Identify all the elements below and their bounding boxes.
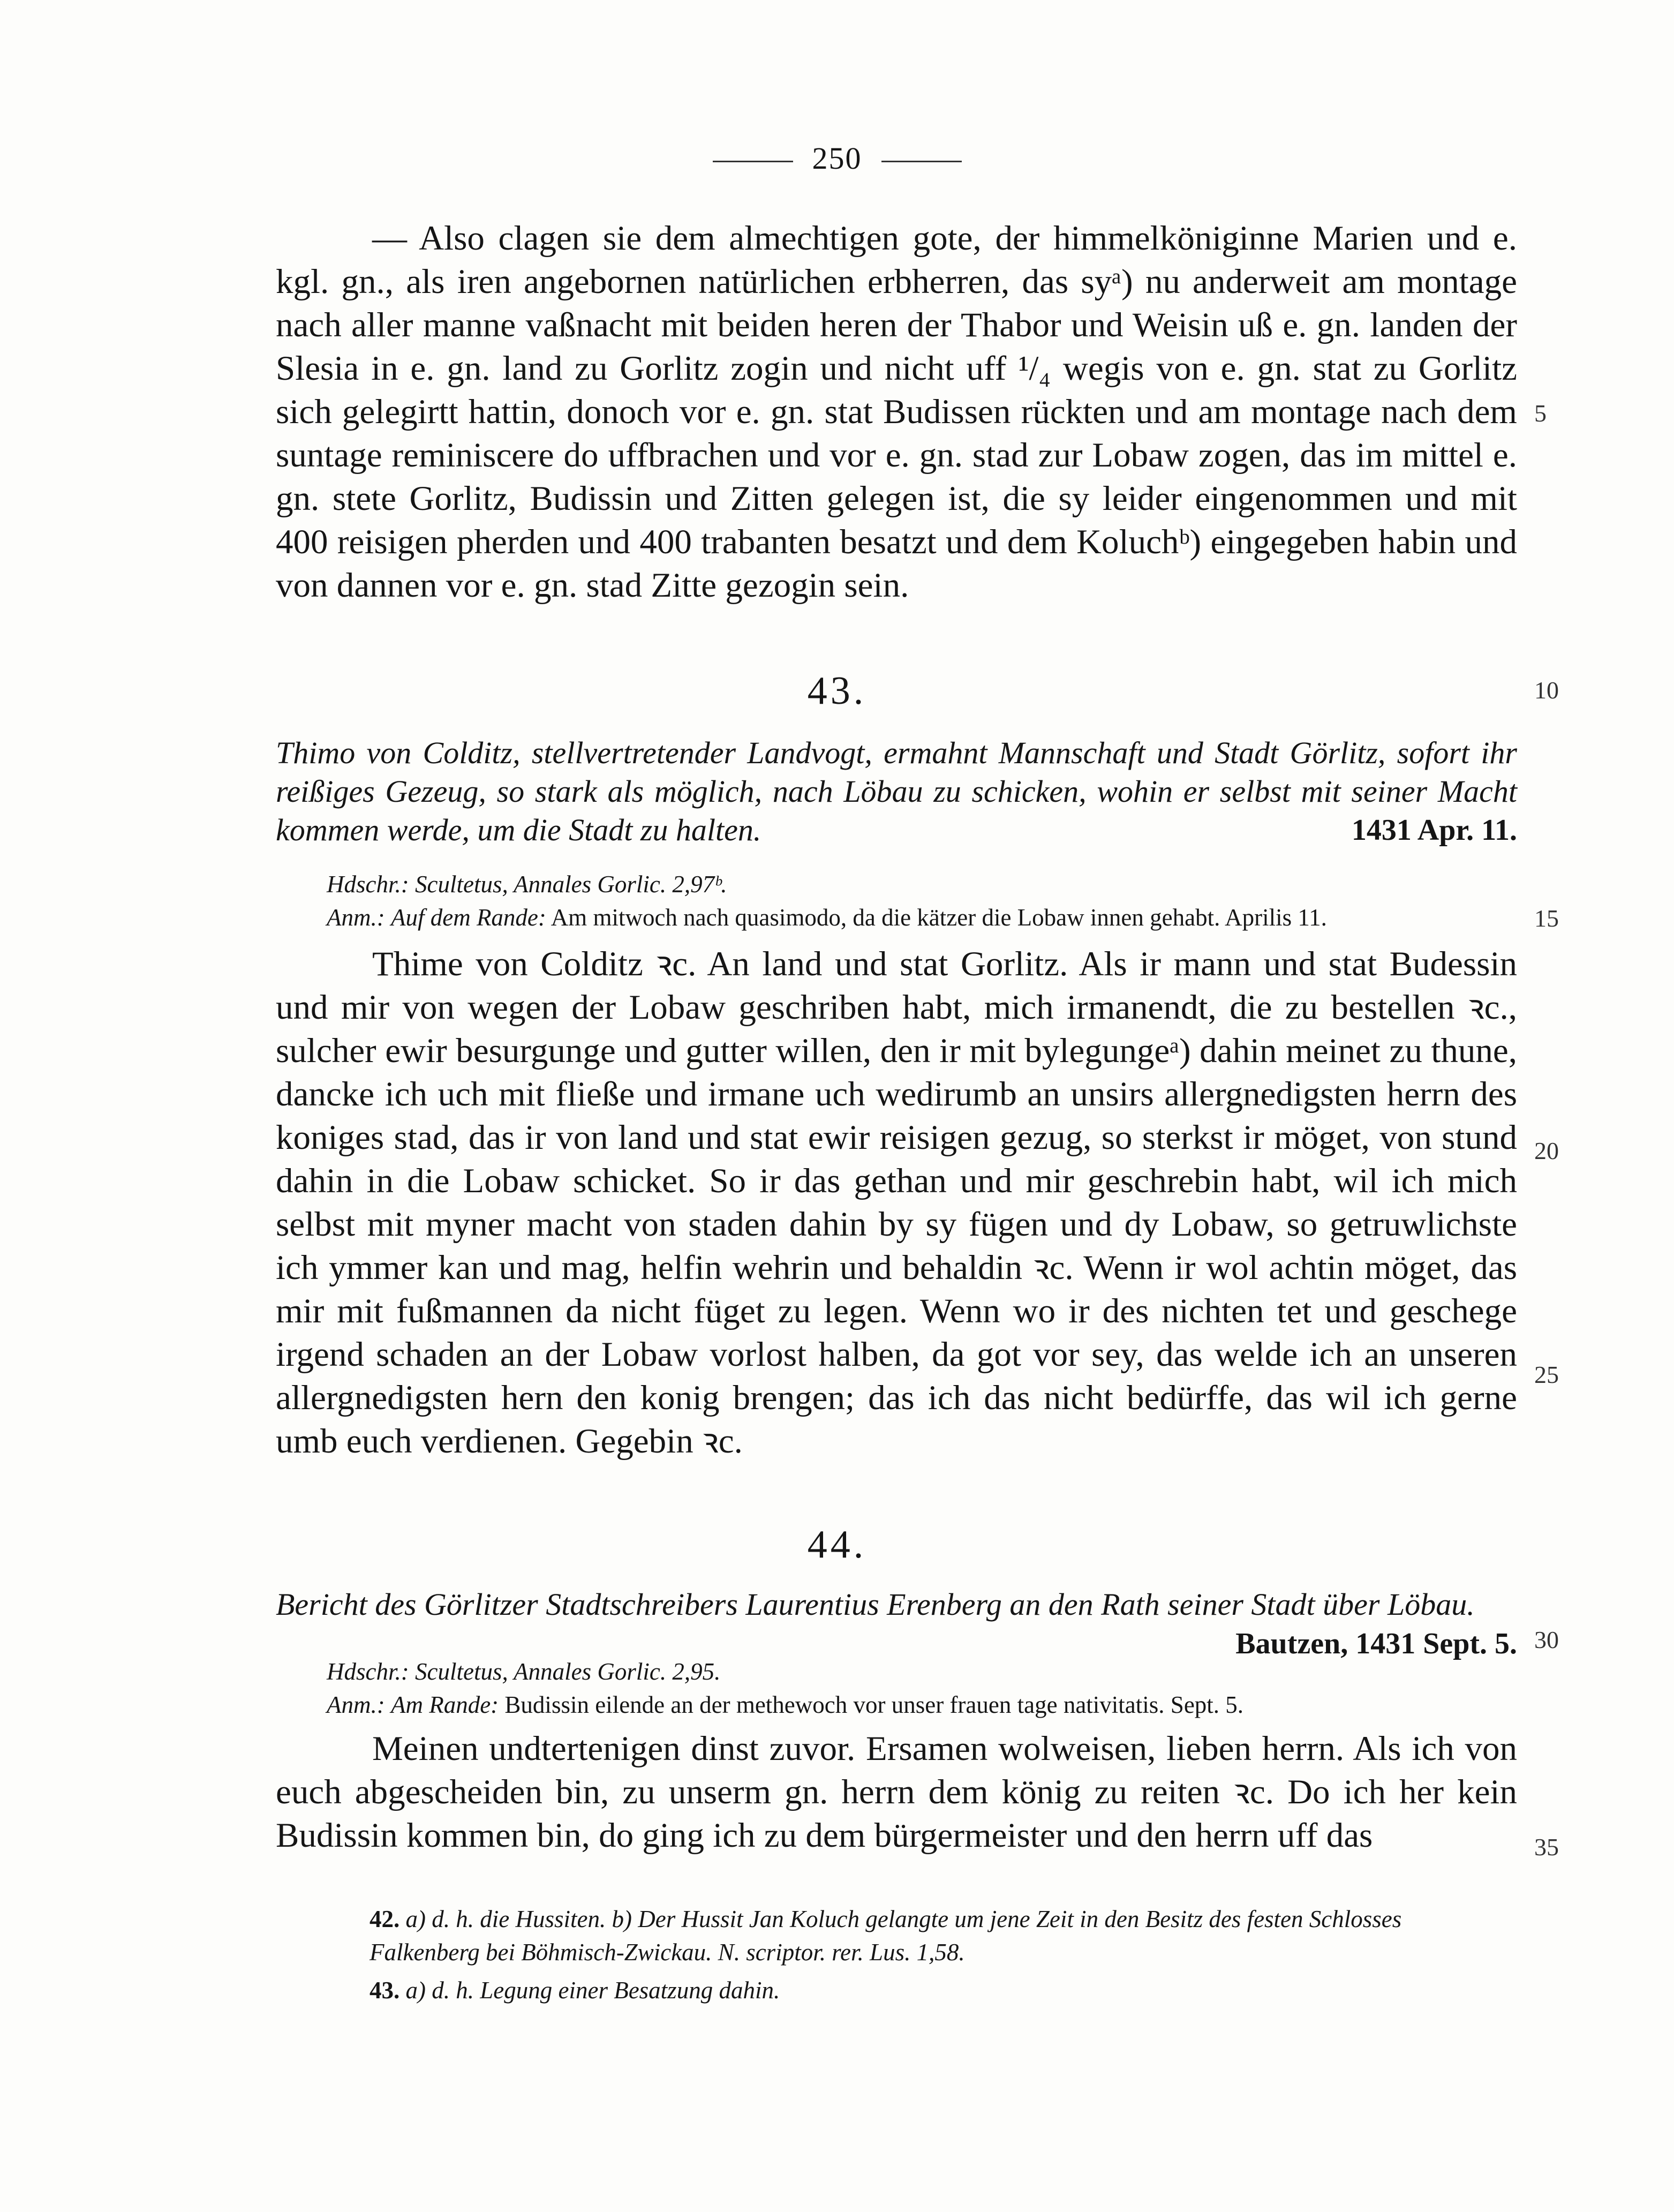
header-dash-right — [881, 161, 962, 162]
footnote-42 — [370, 1902, 1515, 1969]
line-number: 5 — [1534, 400, 1547, 427]
anm-italic: Auf dem Rande: — [390, 904, 546, 931]
page-number: 250 — [812, 141, 862, 176]
line-number: 25 — [1534, 1361, 1559, 1388]
line-number: 30 — [1534, 1626, 1559, 1653]
anm-italic: Am Rande: — [390, 1691, 499, 1718]
footnote-text: Der Hussit Jan Koluch gelangte um jene Zeit in den Besitz des festen Schlosses Falkenberg bei Böhmisch-Zwickau. N. scriptor. rer. Lus. 1,58. — [370, 1906, 1402, 1966]
anm-text: Budissin eilende an der methewoch vor unser frauen tage nativitatis. Sept. 5. — [504, 1691, 1244, 1718]
footnote-number: 42. — [370, 1906, 400, 1932]
footnote-text: d. h. die Hussiten. — [432, 1906, 606, 1932]
section-44-notes — [276, 1655, 1568, 1721]
footnote-label: a) — [405, 1906, 426, 1932]
line-number: 15 — [1534, 905, 1559, 932]
line-number: 10 — [1534, 676, 1559, 704]
opening-paragraph: — Also clagen sie dem almechtigen gote, der himmelköniginne Marien und e. kgl. gn., als iren angebornen natürlichen erbherren, das syᵃ) nu anderweit am montage nach aller manne vaßnacht mit beiden heren der Thabor und Weisin uß e. gn. landen der Slesia in e. gn. land zu Gorlitz zogin und nicht uff ¹/₄ wegis von e. gn. stat zu Gorlitz sich gelegirtt hattin, donoch vor e. gn. stat Budissen rückten und am montage nach dem suntage reminiscere do uffbrachen und vor e. gn. stad zur Lobaw zogen, das im mittel e. gn. stete Gorlitz, Budissin und Zitten gelegen ist, die sy leider eingenommen und mit 400 reisigen pherden und 400 trabanten besatzt und dem Koluchᵇ) eingegeben habin und von dannen vor e. gn. stad Zitte gezogin sein. — [276, 219, 1517, 605]
section-44-body: Meinen undtertenigen dinst zuvor. Ersamen wolweisen, lieben herrn. Als ich von euch abgescheiden bin, zu unserm gn. herrn dem könig zu reiten ꝛc. Do ich her kein Budissin kommen bin, do ging ich zu dem bürgermeister und den herrn uff das — [276, 1729, 1517, 1855]
section-44-body-block — [276, 1727, 1517, 1857]
section-43-notes — [276, 868, 1568, 934]
section-43-body-block — [276, 943, 1517, 1463]
section-43-anm — [327, 901, 1568, 934]
line-number: 20 — [1534, 1137, 1559, 1164]
section-43-date: 1431 Apr. 11. — [1351, 814, 1517, 847]
section-43-regest-block — [276, 734, 1517, 849]
page-header — [0, 140, 1674, 176]
footnote-label: a) — [405, 1977, 426, 2004]
section-43-regest — [276, 734, 1517, 849]
footnote-label: b) — [612, 1906, 632, 1932]
anm-label: Anm.: — [327, 904, 385, 931]
section-44-regest — [276, 1585, 1517, 1624]
hdschr-label: Hdschr.: — [327, 871, 409, 898]
section-43-body: Thime von Colditz ꝛc. An land und stat Gorlitz. Als ir mann und stat Budessin und mir von wegen der Lobaw geschriben habt, mich irmanendt, die zu bestellen ꝛc., sulcher ewir besurgunge und gutter willen, den ir mit bylegungeᵃ) dahin meinet zu thune, dancke ich uch mit fließe und irmane uch wedirumb an unsirs allergnedigsten herrn des koniges stad, das ir von land und stat ewir reisigen gezug, so sterkst ir möget, von stund dahin in die Lobaw schicket. So ir das gethan und mir geschrebin habt, wil ich mich selbst mit myner macht von staden dahin by sy fügen und dy Lobaw, so getruwlichste ich ymmer kan und mag, helfin wehrin und behaldin ꝛc. Wenn ir wol achtin möget, das mir mit fußmannen da nicht füget zu legen. Wenn wo ir des nichten tet und geschege irgend schaden an der Lobaw vorlost halben, da got vor sey, das welde ich an unseren allergnedigsten hern den konig brengen; das ich das nicht bedürffe, das wil ich gerne umb euch verdienen. Gegebin ꝛc. — [276, 945, 1517, 1461]
section-44-number: 44. — [807, 1523, 867, 1567]
anm-label: Anm.: — [327, 1691, 385, 1718]
section-43-hdschr — [327, 868, 1568, 901]
opening-block — [276, 217, 1517, 607]
section-44-regest-block — [276, 1585, 1517, 1663]
footnote-43 — [370, 1974, 1515, 2007]
section-44-regest-text: Bericht des Görlitzer Stadtschreibers Laurentius Erenberg an den Rath seiner Stadt über Löbau. — [276, 1587, 1475, 1622]
section-43-number: 43. — [807, 669, 867, 713]
footnote-number: 43. — [370, 1977, 400, 2004]
section-44-date: Bautzen, 1431 Sept. 5. — [1235, 1627, 1517, 1660]
section-43-regest-text: Thimo von Colditz, stellvertretender Landvogt, ermahnt Mannschaft und Stadt Görlitz, sofort ihr reißiges Gezeug, so stark als möglich, nach Löbau zu schicken, wohin er selbst mit seiner Macht kommen werde, um die Stadt zu halten. — [276, 735, 1517, 847]
line-number: 35 — [1534, 1833, 1559, 1861]
footnote-text: d. h. Legung einer Besatzung dahin. — [432, 1977, 780, 2004]
hdschr-label: Hdschr.: — [327, 1658, 409, 1685]
section-44-anm — [327, 1688, 1568, 1721]
section-44-hdschr — [327, 1655, 1568, 1688]
anm-text: Am mitwoch nach quasimodo, da die kätzer die Lobaw innen gehabt. Aprilis 11. — [551, 904, 1327, 931]
hdschr-text: Scultetus, Annales Gorlic. 2,97ᵇ. — [415, 871, 727, 898]
hdschr-text: Scultetus, Annales Gorlic. 2,95. — [415, 1658, 721, 1685]
header-dash-left — [713, 161, 793, 162]
